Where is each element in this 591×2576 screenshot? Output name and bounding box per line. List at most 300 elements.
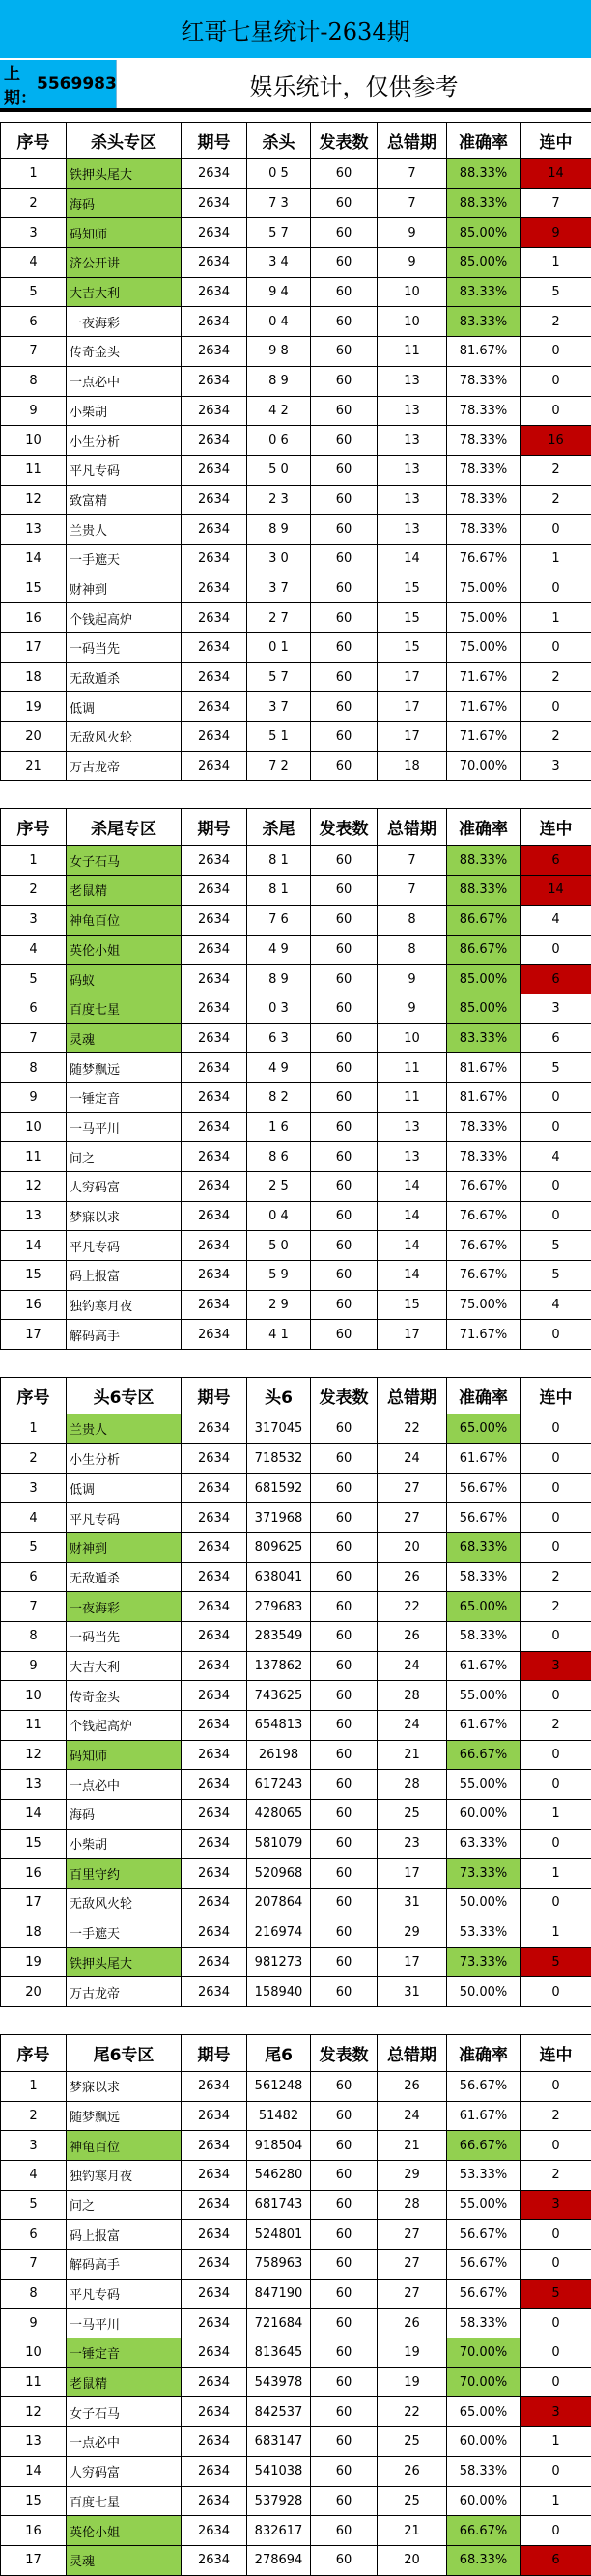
cell-issue: 2634 (182, 1414, 247, 1444)
cell-streak: 0 (521, 692, 591, 722)
cell-rate: 81.67% (447, 337, 521, 367)
cell-streak: 0 (521, 2456, 591, 2486)
cell-errors: 17 (378, 1947, 447, 1977)
table-row (1, 1320, 591, 1350)
cell-name: 平凡专码 (67, 455, 182, 485)
cell-name: 一点必中 (67, 366, 182, 396)
cell-posts: 60 (311, 1859, 378, 1889)
cell-errors: 13 (378, 396, 447, 426)
column-header-rate: 准确率 (447, 1378, 521, 1414)
cell-rate: 76.67% (447, 1172, 521, 1202)
cell-rate: 75.00% (447, 574, 521, 603)
cell-name: 一马平川 (67, 1112, 182, 1142)
cell-rate: 71.67% (447, 1320, 521, 1350)
cell-rate: 78.33% (447, 1142, 521, 1172)
cell-index: 3 (1, 1473, 67, 1503)
cell-rate: 55.00% (447, 2190, 521, 2220)
cell-rate: 56.67% (447, 2071, 521, 2101)
cell-streak: 3 (521, 994, 591, 1023)
table-row (1, 2071, 591, 2101)
table-row (1, 1082, 591, 1112)
cell-index: 2 (1, 876, 67, 906)
cell-index: 17 (1, 1320, 67, 1350)
cell-issue: 2634 (182, 485, 247, 515)
cell-errors: 9 (378, 218, 447, 248)
cell-issue: 2634 (182, 426, 247, 456)
cell-rate: 66.67% (447, 2516, 521, 2546)
cell-rate: 81.67% (447, 1082, 521, 1112)
cell-posts: 60 (311, 1621, 378, 1651)
cell-value: 2 7 (247, 603, 311, 633)
cell-name: 独钓寒月夜 (67, 2160, 182, 2190)
cell-value: 654813 (247, 1711, 311, 1741)
cell-errors: 22 (378, 2397, 447, 2427)
cell-errors: 25 (378, 2427, 447, 2457)
cell-index: 17 (1, 1889, 67, 1918)
column-header-errors: 总错期 (378, 2034, 447, 2071)
cell-rate: 78.33% (447, 455, 521, 485)
cell-value: 743625 (247, 1681, 311, 1711)
cell-streak: 0 (521, 574, 591, 603)
cell-issue: 2634 (182, 337, 247, 367)
column-header-value: 头6 (247, 1378, 311, 1414)
cell-errors: 19 (378, 2338, 447, 2368)
cell-rate: 58.33% (447, 2456, 521, 2486)
cell-streak: 0 (521, 1503, 591, 1533)
cell-name: 一手遮天 (67, 544, 182, 574)
cell-issue: 2634 (182, 2486, 247, 2516)
table-row (1, 2220, 591, 2250)
cell-streak: 0 (521, 1414, 591, 1444)
column-header-index: 序号 (1, 1378, 67, 1414)
cell-issue: 2634 (182, 722, 247, 752)
cell-name: 万古龙帝 (67, 751, 182, 781)
cell-rate: 55.00% (447, 1770, 521, 1800)
cell-rate: 78.33% (447, 426, 521, 456)
cell-index: 12 (1, 2397, 67, 2427)
cell-posts: 60 (311, 965, 378, 994)
cell-name: 老鼠精 (67, 876, 182, 906)
cell-rate: 50.00% (447, 1889, 521, 1918)
cell-value: 8 9 (247, 515, 311, 545)
cell-rate: 50.00% (447, 1977, 521, 2007)
cell-issue: 2634 (182, 2397, 247, 2427)
table-row (1, 2338, 591, 2368)
cell-streak: 0 (521, 2309, 591, 2338)
table-row (1, 159, 591, 189)
cell-rate: 56.67% (447, 2279, 521, 2309)
cell-index: 11 (1, 1142, 67, 1172)
cell-rate: 85.00% (447, 248, 521, 278)
cell-errors: 31 (378, 1889, 447, 1918)
cell-index: 8 (1, 1621, 67, 1651)
cell-streak: 0 (521, 2131, 591, 2161)
cell-index: 1 (1, 1414, 67, 1444)
cell-index: 8 (1, 2279, 67, 2309)
cell-rate: 75.00% (447, 633, 521, 663)
table-row (1, 1800, 591, 1830)
cell-errors: 21 (378, 2516, 447, 2546)
cell-streak: 2 (521, 2101, 591, 2131)
table-row (1, 2427, 591, 2457)
table-row (1, 544, 591, 574)
cell-issue: 2634 (182, 1889, 247, 1918)
cell-streak: 1 (521, 1918, 591, 1947)
cell-errors: 17 (378, 1320, 447, 1350)
cell-issue: 2634 (182, 1711, 247, 1741)
cell-streak: 0 (521, 633, 591, 663)
cell-rate: 83.33% (447, 1023, 521, 1053)
table-row (1, 1977, 591, 2007)
cell-name: 低调 (67, 692, 182, 722)
cell-streak: 0 (521, 1473, 591, 1503)
cell-errors: 15 (378, 1290, 447, 1320)
stats-table (0, 2034, 591, 2576)
cell-posts: 60 (311, 2220, 378, 2250)
cell-posts: 60 (311, 1532, 378, 1562)
column-header-posts: 发表数 (311, 2034, 378, 2071)
cell-name: 百里守约 (67, 1859, 182, 1889)
cell-posts: 60 (311, 2131, 378, 2161)
cell-posts: 60 (311, 396, 378, 426)
column-header-streak: 连中 (521, 809, 591, 846)
cell-rate: 70.00% (447, 751, 521, 781)
cell-value: 3 0 (247, 544, 311, 574)
cell-value: 51482 (247, 2101, 311, 2131)
cell-streak: 16 (521, 426, 591, 456)
cell-value: 7 6 (247, 905, 311, 935)
cell-errors: 14 (378, 1231, 447, 1261)
cell-rate: 66.67% (447, 1740, 521, 1770)
tables-container (0, 122, 591, 2576)
cell-rate: 76.67% (447, 1201, 521, 1231)
cell-value: 5 1 (247, 722, 311, 752)
cell-index: 6 (1, 2220, 67, 2250)
cell-name: 致富精 (67, 485, 182, 515)
cell-streak: 1 (521, 248, 591, 278)
cell-errors: 8 (378, 935, 447, 965)
cell-name: 英伦小姐 (67, 2516, 182, 2546)
cell-index: 6 (1, 1562, 67, 1592)
cell-rate: 85.00% (447, 994, 521, 1023)
cell-posts: 60 (311, 722, 378, 752)
cell-streak: 0 (521, 1532, 591, 1562)
cell-issue: 2634 (182, 1947, 247, 1977)
cell-errors: 14 (378, 1201, 447, 1231)
cell-value: 3 4 (247, 248, 311, 278)
cell-index: 17 (1, 2545, 67, 2575)
cell-posts: 60 (311, 248, 378, 278)
column-header-issue: 期号 (182, 2034, 247, 2071)
cell-index: 3 (1, 905, 67, 935)
cell-streak: 0 (521, 1172, 591, 1202)
cell-name: 人穷码富 (67, 2456, 182, 2486)
cell-rate: 88.33% (447, 846, 521, 876)
cell-index: 1 (1, 2071, 67, 2101)
cell-index: 10 (1, 1112, 67, 1142)
table-row (1, 1112, 591, 1142)
cell-rate: 56.67% (447, 2220, 521, 2250)
cell-errors: 29 (378, 2160, 447, 2190)
cell-rate: 78.33% (447, 1112, 521, 1142)
cell-posts: 60 (311, 1142, 378, 1172)
cell-errors: 27 (378, 1473, 447, 1503)
cell-index: 15 (1, 1261, 67, 1291)
cell-name: 传奇金头 (67, 1681, 182, 1711)
cell-posts: 60 (311, 2190, 378, 2220)
cell-name: 老鼠精 (67, 2367, 182, 2397)
cell-issue: 2634 (182, 846, 247, 876)
cell-index: 2 (1, 1443, 67, 1473)
cell-streak: 0 (521, 1889, 591, 1918)
table-row (1, 426, 591, 456)
cell-name: 小生分析 (67, 426, 182, 456)
cell-rate: 60.00% (447, 1800, 521, 1830)
table-row (1, 455, 591, 485)
cell-name: 一码当先 (67, 1621, 182, 1651)
cell-issue: 2634 (182, 662, 247, 692)
cell-streak: 0 (521, 1740, 591, 1770)
cell-posts: 60 (311, 692, 378, 722)
cell-posts: 60 (311, 277, 378, 307)
cell-issue: 2634 (182, 1977, 247, 2007)
cell-issue: 2634 (182, 1592, 247, 1622)
cell-errors: 27 (378, 2220, 447, 2250)
cell-index: 9 (1, 1082, 67, 1112)
cell-rate: 65.00% (447, 1592, 521, 1622)
table-row (1, 1261, 591, 1291)
cell-issue: 2634 (182, 159, 247, 189)
cell-name: 大吉大利 (67, 1651, 182, 1681)
cell-errors: 10 (378, 277, 447, 307)
cell-errors: 15 (378, 574, 447, 603)
cell-posts: 60 (311, 2545, 378, 2575)
cell-issue: 2634 (182, 633, 247, 663)
cell-posts: 60 (311, 603, 378, 633)
cell-value: 2 9 (247, 1290, 311, 1320)
cell-posts: 60 (311, 1918, 378, 1947)
cell-rate: 66.67% (447, 2131, 521, 2161)
cell-issue: 2634 (182, 396, 247, 426)
column-header-value: 杀头 (247, 123, 311, 159)
cell-index: 20 (1, 1977, 67, 2007)
cell-value: 842537 (247, 2397, 311, 2427)
cell-errors: 24 (378, 1651, 447, 1681)
page-title: 红哥七星统计-2634期 (0, 0, 591, 60)
cell-errors: 19 (378, 2367, 447, 2397)
cell-errors: 15 (378, 633, 447, 663)
cell-streak: 2 (521, 2160, 591, 2190)
column-header-streak: 连中 (521, 1378, 591, 1414)
cell-posts: 60 (311, 2427, 378, 2457)
cell-value: 541038 (247, 2456, 311, 2486)
cell-rate: 63.33% (447, 1829, 521, 1859)
cell-value: 9 8 (247, 337, 311, 367)
cell-value: 216974 (247, 1918, 311, 1947)
cell-value: 8 9 (247, 366, 311, 396)
cell-streak: 7 (521, 188, 591, 218)
table-row (1, 277, 591, 307)
table-row (1, 1621, 591, 1651)
last-issue-value: 5569983 (37, 74, 117, 94)
cell-index: 16 (1, 2516, 67, 2546)
cell-name: 无敌风火轮 (67, 1889, 182, 1918)
cell-errors: 21 (378, 1740, 447, 1770)
table-row (1, 574, 591, 603)
column-header-issue: 期号 (182, 809, 247, 846)
cell-value: 2 3 (247, 485, 311, 515)
table-row (1, 1503, 591, 1533)
table-row (1, 2367, 591, 2397)
cell-issue: 2634 (182, 1651, 247, 1681)
table-row (1, 965, 591, 994)
cell-rate: 56.67% (447, 2250, 521, 2280)
cell-name: 人穷码富 (67, 1172, 182, 1202)
cell-index: 11 (1, 1711, 67, 1741)
cell-index: 2 (1, 188, 67, 218)
cell-index: 14 (1, 1231, 67, 1261)
cell-issue: 2634 (182, 692, 247, 722)
cell-rate: 58.33% (447, 1621, 521, 1651)
cell-value: 546280 (247, 2160, 311, 2190)
cell-name: 一手遮天 (67, 1918, 182, 1947)
cell-rate: 73.33% (447, 1947, 521, 1977)
cell-streak: 3 (521, 1651, 591, 1681)
cell-errors: 8 (378, 905, 447, 935)
table-header-row (1, 123, 591, 159)
column-header-errors: 总错期 (378, 809, 447, 846)
cell-posts: 60 (311, 633, 378, 663)
table-row (1, 1918, 591, 1947)
cell-value: 371968 (247, 1503, 311, 1533)
cell-posts: 60 (311, 159, 378, 189)
cell-index: 6 (1, 994, 67, 1023)
cell-name: 英伦小姐 (67, 935, 182, 965)
cell-rate: 60.00% (447, 2427, 521, 2457)
cell-rate: 71.67% (447, 722, 521, 752)
table-row (1, 1829, 591, 1859)
cell-index: 9 (1, 1651, 67, 1681)
cell-streak: 1 (521, 603, 591, 633)
cell-name: 平凡专码 (67, 2279, 182, 2309)
cell-index: 14 (1, 2456, 67, 2486)
cell-posts: 60 (311, 994, 378, 1023)
cell-posts: 60 (311, 2397, 378, 2427)
cell-posts: 60 (311, 2456, 378, 2486)
cell-rate: 61.67% (447, 1711, 521, 1741)
column-header-posts: 发表数 (311, 123, 378, 159)
cell-value: 524801 (247, 2220, 311, 2250)
cell-name: 一码当先 (67, 633, 182, 663)
cell-index: 2 (1, 2101, 67, 2131)
cell-rate: 85.00% (447, 218, 521, 248)
cell-issue: 2634 (182, 2338, 247, 2368)
cell-rate: 71.67% (447, 662, 521, 692)
cell-value: 278694 (247, 2545, 311, 2575)
cell-issue: 2634 (182, 1681, 247, 1711)
cell-value: 832617 (247, 2516, 311, 2546)
cell-value: 4 9 (247, 1053, 311, 1083)
cell-errors: 31 (378, 1977, 447, 2007)
cell-posts: 60 (311, 515, 378, 545)
table-row (1, 1770, 591, 1800)
table-header-row (1, 1378, 591, 1414)
cell-posts: 60 (311, 1473, 378, 1503)
cell-name: 平凡专码 (67, 1503, 182, 1533)
table-row (1, 1592, 591, 1622)
cell-value: 5 0 (247, 1231, 311, 1261)
table-row (1, 1290, 591, 1320)
table-row (1, 1414, 591, 1444)
cell-name: 问之 (67, 1142, 182, 1172)
cell-errors: 13 (378, 515, 447, 545)
cell-posts: 60 (311, 1053, 378, 1083)
cell-errors: 9 (378, 994, 447, 1023)
cell-posts: 60 (311, 935, 378, 965)
table-row (1, 692, 591, 722)
cell-posts: 60 (311, 1503, 378, 1533)
cell-posts: 60 (311, 1592, 378, 1622)
cell-errors: 28 (378, 1770, 447, 1800)
cell-issue: 2634 (182, 876, 247, 906)
cell-errors: 28 (378, 2190, 447, 2220)
cell-issue: 2634 (182, 965, 247, 994)
cell-errors: 17 (378, 722, 447, 752)
cell-posts: 60 (311, 905, 378, 935)
cell-index: 13 (1, 1201, 67, 1231)
cell-name: 一锤定音 (67, 1082, 182, 1112)
cell-rate: 86.67% (447, 935, 521, 965)
table-row (1, 337, 591, 367)
cell-rate: 53.33% (447, 1918, 521, 1947)
cell-index: 5 (1, 277, 67, 307)
cell-value: 8 6 (247, 1142, 311, 1172)
table-row (1, 188, 591, 218)
table-row (1, 248, 591, 278)
cell-rate: 68.33% (447, 2545, 521, 2575)
cell-index: 20 (1, 722, 67, 752)
column-header-issue: 期号 (182, 1378, 247, 1414)
cell-value: 981273 (247, 1947, 311, 1977)
cell-index: 12 (1, 485, 67, 515)
cell-index: 13 (1, 515, 67, 545)
table-row (1, 2456, 591, 2486)
cell-issue: 2634 (182, 2427, 247, 2457)
cell-value: 428065 (247, 1800, 311, 1830)
cell-errors: 10 (378, 1023, 447, 1053)
cell-posts: 60 (311, 876, 378, 906)
cell-streak: 2 (521, 722, 591, 752)
cell-streak: 3 (521, 2397, 591, 2427)
cell-issue: 2634 (182, 2279, 247, 2309)
cell-value: 758963 (247, 2250, 311, 2280)
cell-posts: 60 (311, 2071, 378, 2101)
cell-name: 无敌遁杀 (67, 1562, 182, 1592)
cell-streak: 1 (521, 544, 591, 574)
cell-errors: 24 (378, 2101, 447, 2131)
cell-streak: 0 (521, 2071, 591, 2101)
stats-table (0, 808, 591, 1350)
cell-value: 8 1 (247, 876, 311, 906)
cell-value: 317045 (247, 1414, 311, 1444)
cell-posts: 60 (311, 1261, 378, 1291)
table-row (1, 1532, 591, 1562)
cell-posts: 60 (311, 1651, 378, 1681)
cell-name: 女子石马 (67, 846, 182, 876)
cell-errors: 11 (378, 1082, 447, 1112)
cell-issue: 2634 (182, 1142, 247, 1172)
column-header-index: 序号 (1, 123, 67, 159)
